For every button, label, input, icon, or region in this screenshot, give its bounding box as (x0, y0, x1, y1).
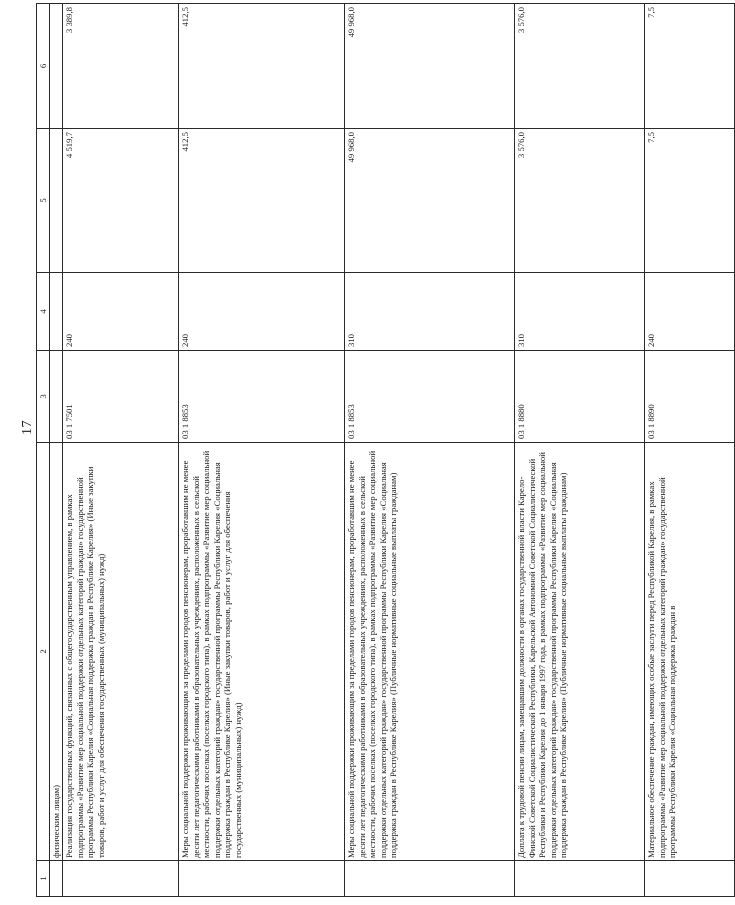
column-header-4: 4 (37, 273, 50, 351)
amount-col6: 3 576,0 (515, 4, 645, 129)
target-code: 03 1 8853 (179, 351, 345, 443)
table-row (645, 4, 735, 897)
table-row (515, 4, 645, 897)
expense-kind: 240 (63, 273, 179, 351)
amount-col5: 412,5 (179, 129, 345, 273)
continuation-text: физическим лицам) (50, 443, 63, 861)
target-code: 03 1 8880 (515, 351, 645, 443)
row-description: Меры социальной поддержки проживающим за пределами городов пенсионерам, проработавшим не менее десяти лет педагогическими работниками в образовательных учреждениях, расположенных в сельской местности, рабочих поселках (поселках городского типа), в рамках подпрограммы «Развитие мер социальной поддержки отдельных категорий граждан» государственной программы Республики Карелия «Социальная поддержка граждан в Республике Карелия» (Иные закупки товаров, работ и услуг для обеспечения государственных (муниципальных) нужд) (179, 443, 345, 861)
row-description: Реализация государственных функций, связанных с общегосударственным управлением, в рамках подпрограммы «Развитие мер социальной поддержки отдельных категорий граждан» государственной программы Республики Карелия «Социальная поддержка граждан в Республике Карелия» (Иные закупки товаров, работ и услуг для обеспечения государственных (муниципальных) нужд) (63, 443, 179, 861)
row-description: Меры социальной поддержки проживающим за пределами городов пенсионерам, проработавшим не менее десяти лет педагогическими работниками в образовательных учреждениях, расположенных в сельской местности, рабочих поселках (поселках городского типа), в рамках подпрограммы «Развитие мер социальной поддержки отдельных категорий граждан» государственной программы Республики Карелия «Социальная поддержка граждан в Республике Карелия» (Публичные нормативные социальные выплаты гражданам) (345, 443, 515, 861)
budget-table (36, 3, 735, 897)
table-row (179, 4, 345, 897)
column-header-5: 5 (37, 129, 50, 273)
target-code: 03 1 8890 (645, 351, 735, 443)
expense-kind: 310 (515, 273, 645, 351)
continuation-row (50, 4, 63, 897)
amount-col5: 3 576,0 (515, 129, 645, 273)
row-description: Доплата к трудовой пенсии лицам, замещавшим должности в органах государственной власти Карело-Финской Советской Социалистической Республики, Карельской Автономной Советской Социалистической Республики и Республики Карелия до 1 января 1997 года, в рамках подпрограммы «Развитие мер социальной поддержки отдельных категорий граждан» государственной программы Республики Карелия «Социальная поддержка граждан в Республике Карелия» (Публичные нормативные социальные выплаты гражданам) (515, 443, 645, 861)
target-code: 03 1 8853 (345, 351, 515, 443)
expense-kind: 310 (345, 273, 515, 351)
header-row (37, 4, 50, 897)
target-code: 03 1 7501 (63, 351, 179, 443)
page-number: 17 (20, 420, 35, 435)
column-header-2: 2 (37, 443, 50, 861)
row-description: Материальное обеспечение граждан, имеющих особые заслуги перед Республикой Карелия, в рамках подпрограммы «Развитие мер социальной поддержки отдельных категорий граждан» государственной программы Республики Карелия «Социальная поддержка граждан в (645, 443, 735, 861)
amount-col6: 7,5 (645, 4, 735, 129)
amount-col5: 7,5 (645, 129, 735, 273)
column-header-1: 1 (37, 861, 50, 897)
table-row (345, 4, 515, 897)
column-header-3: 3 (37, 351, 50, 443)
amount-col6: 49 968,0 (345, 4, 515, 129)
expense-kind: 240 (179, 273, 345, 351)
amount-col5: 4 519,7 (63, 129, 179, 273)
amount-col5: 49 968,0 (345, 129, 515, 273)
expense-kind: 240 (645, 273, 735, 351)
amount-col6: 3 389,8 (63, 4, 179, 129)
column-header-6: 6 (37, 4, 50, 129)
amount-col6: 412,5 (179, 4, 345, 129)
table-row (63, 4, 179, 897)
